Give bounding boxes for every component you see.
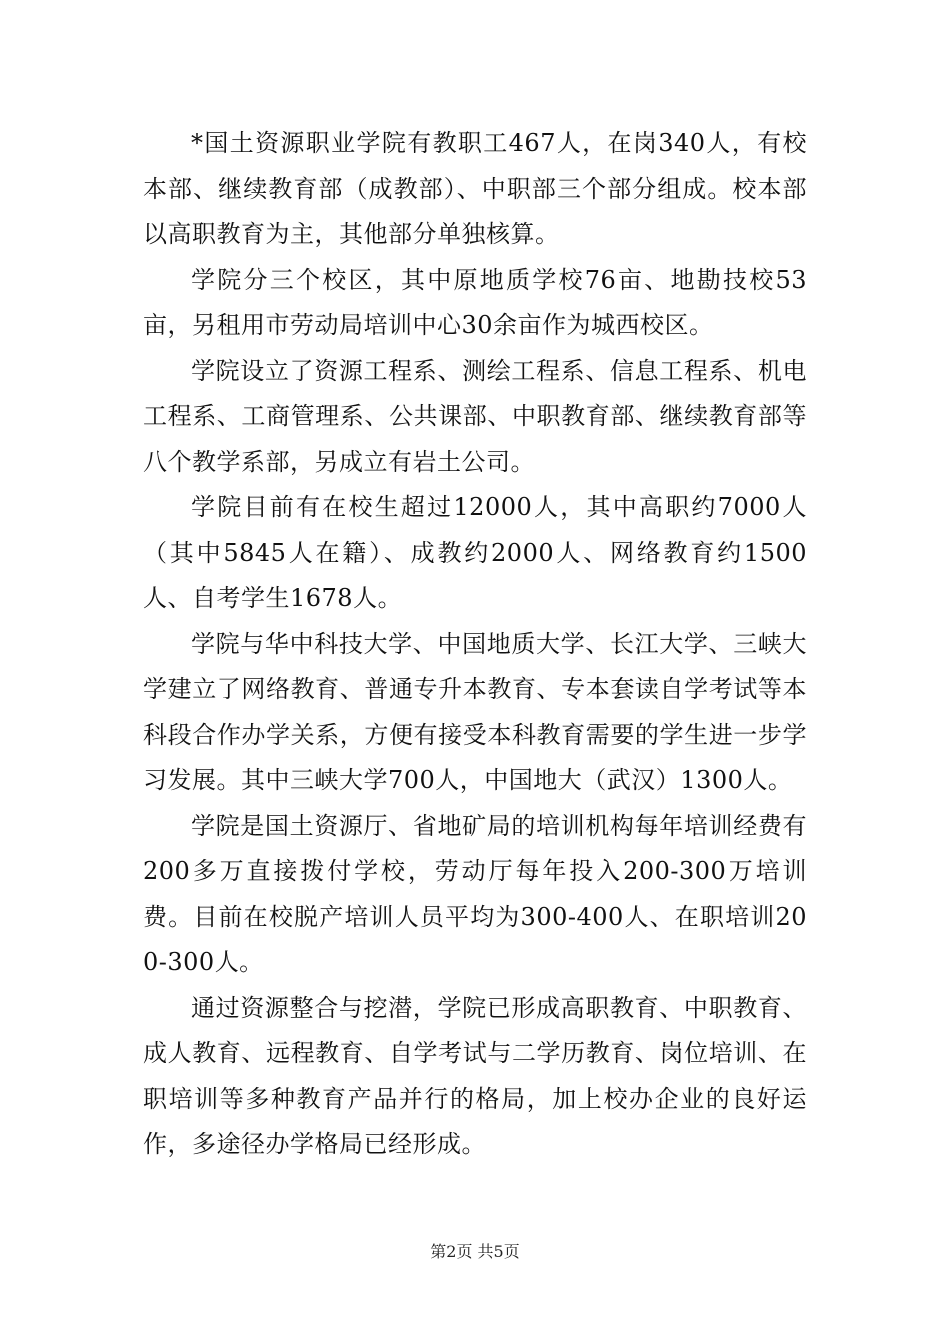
page-number-footer: 第2页 共5页	[430, 1242, 520, 1261]
paragraph-students: 学院目前有在校生超过12000人，其中高职约7000人（其中5845人在籍）、成教约2000人、网络教育约1500人、自考学生1678人。	[143, 493, 807, 612]
document-body	[143, 121, 807, 1168]
paragraph-partnerships: 学院与华中科技大学、中国地质大学、长江大学、三峡大学建立了网络教育、普通专升本教育、专本套读自学考试等本科段合作办学关系，方便有接受本科教育需要的学生进一步学习发展。其中三峡大学700人，中国地大（武汉）1300人。	[143, 629, 807, 794]
paragraph-summary: 通过资源整合与挖潜，学院已形成高职教育、中职教育、成人教育、远程教育、自学考试与二学历教育、岗位培训、在职培训等多种教育产品并行的格局，加上校办企业的良好运作，多途径办学格局已经形成。	[143, 993, 807, 1158]
paragraph-training: 学院是国土资源厅、省地矿局的培训机构每年培训经费有200多万直接拨付学校，劳动厅每年投入200-300万培训费。目前在校脱产培训人员平均为300-400人、在职培训200-300人。	[143, 811, 807, 976]
paragraph-departments: 学院设立了资源工程系、测绘工程系、信息工程系、机电工程系、工商管理系、公共课部、中职教育部、继续教育部等八个教学系部，另成立有岩土公司。	[143, 356, 807, 476]
paragraph-campuses: 学院分三个校区，其中原地质学校76亩、地勘技校53亩，另租用市劳动局培训中心30余亩作为城西校区。	[143, 265, 807, 339]
paragraph-staff: *国土资源职业学院有教职工467人，在岗340人，有校本部、继续教育部（成教部）、中职部三个部分组成。校本部以高职教育为主，其他部分单独核算。	[143, 129, 807, 248]
